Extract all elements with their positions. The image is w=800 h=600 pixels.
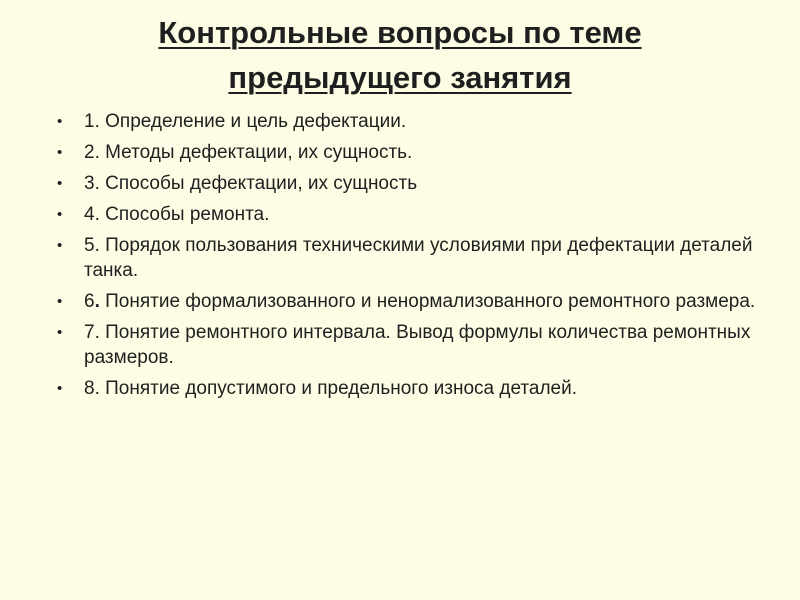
item-number: 5. xyxy=(84,235,100,256)
item-number: 4. xyxy=(84,204,100,225)
bullet-icon: • xyxy=(57,293,63,310)
slide-title xyxy=(0,10,800,100)
list-item xyxy=(54,233,764,283)
item-text: Определение и цель дефектации. xyxy=(99,111,407,132)
item-text: Понятие допустимого и предельного износа деталей. xyxy=(99,378,578,399)
item-bold-mark: . xyxy=(94,291,100,312)
item-text: Способы дефектации, их сущность xyxy=(99,173,418,194)
item-text: Понятие формализованного и ненормализованного ремонтного размера. xyxy=(99,291,756,312)
question-list xyxy=(54,109,764,407)
list-item xyxy=(54,140,764,165)
list-item xyxy=(54,376,764,401)
bullet-icon: • xyxy=(57,237,63,254)
list-item xyxy=(54,171,764,196)
bullet-icon: • xyxy=(57,324,63,341)
item-number: 6 xyxy=(84,291,95,312)
item-number: 8. xyxy=(84,378,100,399)
bullet-icon: • xyxy=(57,380,63,397)
item-text: Методы дефектации, их сущность. xyxy=(99,142,413,163)
item-number: 1. xyxy=(84,111,100,132)
item-text: Понятие ремонтного интервала. Вывод формулы количества ремонтных размеров. xyxy=(84,322,751,368)
item-number: 2. xyxy=(84,142,100,163)
list-item xyxy=(54,202,764,227)
slide-title-line-2: предыдущего занятия xyxy=(228,60,572,95)
bullet-icon: • xyxy=(57,175,63,192)
item-number: 3. xyxy=(84,173,100,194)
list-item xyxy=(54,109,764,134)
item-text: Способы ремонта. xyxy=(99,204,270,225)
bullet-icon: • xyxy=(57,144,63,161)
bullet-icon: • xyxy=(57,113,63,130)
slide-title-line-1: Контрольные вопросы по теме xyxy=(158,15,642,50)
item-text: Порядок пользования техническими условиями при дефектации деталей танка. xyxy=(84,235,753,281)
list-item xyxy=(54,289,764,314)
bullet-icon: • xyxy=(57,206,63,223)
item-number: 7. xyxy=(84,322,100,343)
list-item xyxy=(54,320,764,370)
